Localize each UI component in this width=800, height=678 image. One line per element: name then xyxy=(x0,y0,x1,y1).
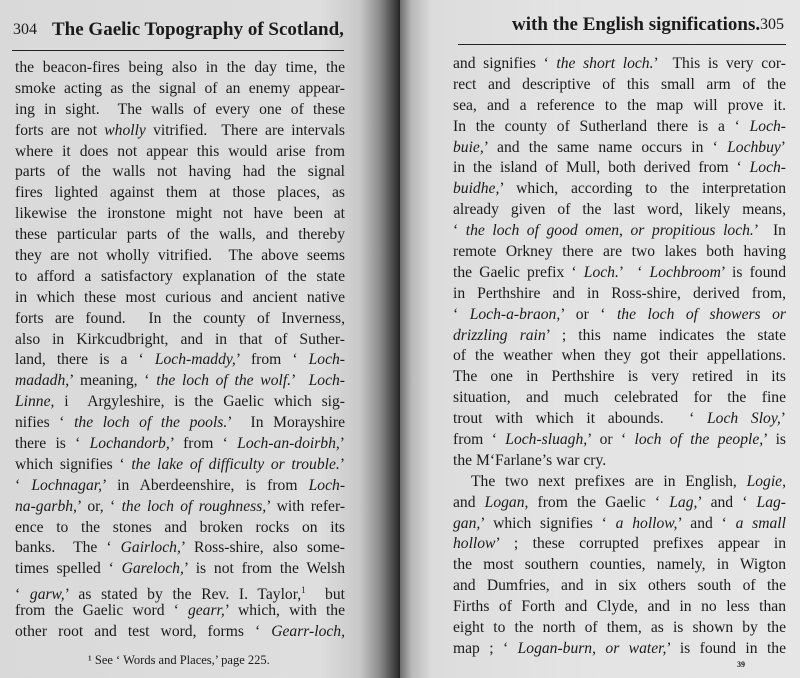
running-head: The Gaelic Topography of Scotland, xyxy=(52,19,344,40)
text-segment: ’ is not from the Welsh xyxy=(183,560,345,578)
text-line xyxy=(15,559,345,580)
text-segment: ‘ xyxy=(453,222,466,240)
text-line xyxy=(453,326,786,347)
italic-text: a hollow, xyxy=(615,514,678,532)
text-segment: forts are not xyxy=(15,121,105,139)
text-segment: they are not wholly vitrified. The above seems xyxy=(15,247,345,265)
text-segment: ’ ; these corrupted prefixes appear in xyxy=(495,535,786,553)
italic-text: the loch of showers or xyxy=(616,305,786,323)
text-line xyxy=(15,330,345,351)
italic-text: na-garbh, xyxy=(15,497,77,515)
italic-text: loch of the people, xyxy=(634,431,764,449)
italic-text: Lochandorb, xyxy=(89,435,170,453)
text-line xyxy=(453,138,786,159)
italic-text: the short loch. xyxy=(556,55,654,72)
text-segment: ’ from ‘ xyxy=(235,351,309,369)
text-segment: of the weather when they got their appellations. xyxy=(453,347,786,365)
text-segment: ’ and ‘ xyxy=(677,514,736,532)
italic-text: Logan-burn, or water, xyxy=(517,639,667,657)
italic-text: a small xyxy=(735,514,786,532)
text-line xyxy=(15,434,345,455)
text-line xyxy=(15,100,345,121)
text-line xyxy=(15,350,345,371)
italic-text: Lochnagar, xyxy=(31,476,102,494)
italic-text: gearr, xyxy=(187,602,225,620)
body-text xyxy=(453,54,786,660)
text-segment: the most southern counties, namely, in Wigton xyxy=(453,556,786,574)
text-line xyxy=(453,284,786,305)
text-segment: ’ with refer- xyxy=(266,497,346,515)
text-line xyxy=(453,158,786,179)
text-line xyxy=(453,75,786,96)
body-text xyxy=(15,58,345,643)
text-line xyxy=(453,200,786,221)
text-line xyxy=(15,476,345,497)
text-segment: smoke acting as the signal of an enemy appear- xyxy=(15,79,345,97)
italic-text: Loch- xyxy=(308,372,345,390)
text-segment: ’ ‘ xyxy=(618,263,650,281)
text-segment: ‘ xyxy=(453,305,470,323)
text-segment: The one in Perthshire is very retired in its xyxy=(453,368,786,386)
text-segment: Firths of Forth and Clyde, and in no less than xyxy=(453,598,786,616)
right-page xyxy=(400,0,800,678)
italic-text: Loch- xyxy=(749,159,786,177)
italic-text: the loch of good omen, or propitious loch. xyxy=(465,222,754,240)
text-line xyxy=(453,534,786,555)
text-line xyxy=(15,183,345,204)
text-segment: already given of the last word, likely means, xyxy=(453,201,786,219)
text-segment: nifies ‘ xyxy=(15,414,75,432)
text-segment: ’ or ‘ xyxy=(560,305,617,323)
footnote-reference: 1 xyxy=(301,585,306,596)
text-segment: in Perthshire and in Ross-shire, derived from, xyxy=(453,284,786,302)
text-line xyxy=(15,79,345,100)
header-rule xyxy=(12,50,344,51)
text-line xyxy=(453,96,786,117)
text-line xyxy=(453,179,786,200)
italic-text: madadh, xyxy=(15,372,70,390)
page-number: 304 xyxy=(13,21,37,38)
text-segment: ’ in Aberdeenshire, is from xyxy=(101,476,309,494)
text-line xyxy=(453,451,786,472)
italic-text: Loch-sluagh, xyxy=(505,431,588,449)
text-segment: these particular parts of the walls, and thereby xyxy=(15,226,345,244)
text-segment: vitrified. There are intervals xyxy=(145,121,345,139)
text-line xyxy=(453,576,786,597)
text-line xyxy=(453,388,786,409)
italic-text: Linne, xyxy=(15,393,55,411)
text-segment: and Dumfries, and in six others south of the xyxy=(453,577,786,595)
text-line xyxy=(453,514,786,535)
italic-text: gan, xyxy=(453,514,481,532)
text-line xyxy=(15,538,345,559)
italic-text: Loch-a-braon, xyxy=(469,305,561,323)
footnote: ¹ See ‘ Words and Places,’ page 225. xyxy=(88,653,270,667)
text-line xyxy=(15,309,345,330)
italic-text: Logan, xyxy=(484,493,529,511)
italic-text: Loch- xyxy=(749,117,786,135)
text-line xyxy=(15,413,345,434)
text-line xyxy=(15,225,345,246)
text-segment: ing in sight. The walls of every one of these xyxy=(15,100,345,118)
italic-text: hollow xyxy=(453,535,496,553)
text-line xyxy=(15,246,345,267)
text-segment: ’ ; this name indicates the state xyxy=(545,326,786,344)
text-line xyxy=(15,142,345,163)
text-line xyxy=(453,117,786,138)
text-segment: ’ which, according to the interpretation xyxy=(499,180,786,198)
text-segment: ‘ xyxy=(15,586,30,604)
text-line xyxy=(15,601,345,622)
text-segment: times spelled ‘ xyxy=(15,560,122,578)
text-segment: In the county of Sutherland there is a ‘ xyxy=(453,117,750,135)
italic-text: Lochbroom xyxy=(649,263,721,281)
italic-text: Gairloch, xyxy=(120,539,181,557)
text-line xyxy=(453,409,786,430)
italic-text: Loch. xyxy=(583,263,619,281)
italic-text: the loch of the wolf. xyxy=(156,372,292,390)
text-segment: also in Kirkcudbright, and in that of Suther- xyxy=(15,330,345,348)
text-line xyxy=(15,121,345,142)
italic-text: Loch-maddy, xyxy=(154,351,236,369)
text-line xyxy=(15,455,345,476)
text-segment: sea, and a reference to the map will prove it. xyxy=(453,96,786,114)
text-segment: where it does not appear this would arise from xyxy=(15,142,345,160)
text-segment: rect and descriptive of this small arm of the xyxy=(453,75,786,93)
text-line xyxy=(15,58,345,79)
header-rule xyxy=(458,44,786,45)
text-line xyxy=(453,242,786,263)
text-line xyxy=(453,430,786,451)
text-segment: ’ is found xyxy=(720,263,786,281)
text-segment: remote Orkney there are two lakes both having xyxy=(453,243,786,261)
text-line xyxy=(453,597,786,618)
italic-text: drizzling rain xyxy=(453,326,546,344)
italic-text: buidhe, xyxy=(453,180,500,198)
text-segment: map ; ‘ xyxy=(453,639,518,657)
text-segment: and xyxy=(453,493,485,511)
text-segment: in which these most curious and ancient native xyxy=(15,288,345,306)
text-line xyxy=(15,622,345,643)
text-segment: ’ In Morayshire xyxy=(227,414,345,432)
italic-text: Gearr-loch, xyxy=(271,623,345,641)
text-segment: in the island of Mull, both derived from ‘ xyxy=(453,159,750,177)
text-segment: the Gaelic prefix ‘ xyxy=(453,263,584,281)
text-segment: trout with which it abounds. ‘ xyxy=(453,410,707,428)
text-line xyxy=(453,346,786,367)
text-segment: other root and test word, forms ‘ xyxy=(15,623,272,641)
italic-text: wholly xyxy=(104,121,146,139)
text-line xyxy=(453,555,786,576)
text-line xyxy=(15,267,345,288)
italic-text: Gareloch, xyxy=(121,560,184,578)
text-segment: ’ meaning, ‘ xyxy=(69,372,157,390)
running-head: with the English significations. xyxy=(512,14,761,35)
text-line xyxy=(15,162,345,183)
text-segment: from ‘ xyxy=(453,431,506,449)
text-segment: but xyxy=(305,586,345,604)
italic-text: the lake of difficulty or trouble. xyxy=(131,455,340,473)
text-segment: ence to the stones and broken rocks on its xyxy=(15,518,345,536)
text-segment: ’ or ‘ xyxy=(587,431,635,449)
text-segment: ’ as stated by the Rev. I. Taylor, xyxy=(64,586,302,604)
text-segment: ’ xyxy=(780,138,786,156)
text-segment: eight to the north of them, as is shown by the xyxy=(453,619,786,637)
text-segment: land, there is a ‘ xyxy=(15,351,155,369)
text-segment: parts of the walls not having had the signal xyxy=(15,163,345,181)
text-segment: ’ xyxy=(339,455,346,473)
text-segment: ’ xyxy=(780,410,786,428)
text-line xyxy=(15,497,345,518)
text-segment: ’ Ross-shire, also some- xyxy=(180,539,346,557)
text-segment: to afford a satisfactory explanation of the state xyxy=(15,267,345,285)
italic-text: Lochbuy xyxy=(727,138,781,156)
text-line xyxy=(453,367,786,388)
text-line xyxy=(15,518,345,539)
italic-text: Loch- xyxy=(308,351,345,369)
text-segment: from the Gaelic ‘ xyxy=(528,493,670,511)
italic-text: the loch of the pools. xyxy=(74,414,228,432)
text-segment: ’ or, ‘ xyxy=(76,497,122,515)
text-segment: ’ and the same name occurs in ‘ xyxy=(483,138,728,156)
text-line xyxy=(453,618,786,639)
text-line xyxy=(15,580,345,604)
text-segment: ’ xyxy=(339,435,345,453)
italic-text: Loch- xyxy=(308,476,346,494)
italic-text: Lag, xyxy=(669,493,698,511)
text-line xyxy=(15,392,345,413)
italic-text: the loch of roughness, xyxy=(121,497,267,515)
text-line xyxy=(453,221,786,242)
text-line xyxy=(453,305,786,326)
text-segment: fires lighted against them at those places, as xyxy=(15,184,345,202)
text-segment: situation, and much celebrated for the fine xyxy=(453,389,786,407)
text-segment: there is ‘ xyxy=(15,435,90,453)
italic-text: Logie, xyxy=(746,472,786,490)
text-segment: ’ which, with the xyxy=(224,602,345,620)
text-segment: ’ is found in the xyxy=(666,639,786,657)
text-segment: ’ which signifies ‘ xyxy=(480,514,616,532)
text-segment: ‘ xyxy=(15,476,32,494)
text-segment: ’ from ‘ xyxy=(169,435,238,453)
text-line xyxy=(453,493,786,514)
italic-text: Loch Sloy, xyxy=(707,410,781,428)
text-segment: the beacon-fires being also in the day time, the xyxy=(15,59,345,76)
text-segment: likewise the ironstone might not have been at xyxy=(15,205,345,223)
text-segment: the M‘Farlane’s war cry. xyxy=(453,451,607,469)
italic-text: buie, xyxy=(453,138,484,156)
text-line xyxy=(453,472,786,493)
text-segment: ’ xyxy=(291,372,309,390)
text-segment: from the Gaelic word ‘ xyxy=(15,602,188,620)
text-segment: ’ and ‘ xyxy=(697,493,757,511)
italic-text: Loch-an-doirbh, xyxy=(237,435,340,453)
text-line xyxy=(453,263,786,284)
text-segment: forts are found. In the county of Inverness, xyxy=(15,309,345,327)
italic-text: garw, xyxy=(29,586,65,604)
text-line xyxy=(453,54,786,75)
text-segment: i Argyleshire, is the Gaelic which sig- xyxy=(54,393,345,411)
text-segment: banks. The ‘ xyxy=(15,539,121,557)
text-line xyxy=(15,288,345,309)
text-segment: ’ This is very cor- xyxy=(653,55,786,72)
signature-mark: 39 xyxy=(737,660,745,669)
text-segment: ’ In xyxy=(753,222,786,240)
text-line xyxy=(453,639,786,660)
text-segment: which signifies ‘ xyxy=(15,455,132,473)
italic-text: Lag- xyxy=(756,493,786,511)
text-line xyxy=(15,371,345,392)
page-number: 305 xyxy=(760,16,784,33)
text-segment: and signifies ‘ xyxy=(453,55,557,72)
text-segment: ’ is xyxy=(763,431,786,449)
text-line xyxy=(15,204,345,225)
text-segment: The two next prefixes are in English, xyxy=(471,472,747,490)
